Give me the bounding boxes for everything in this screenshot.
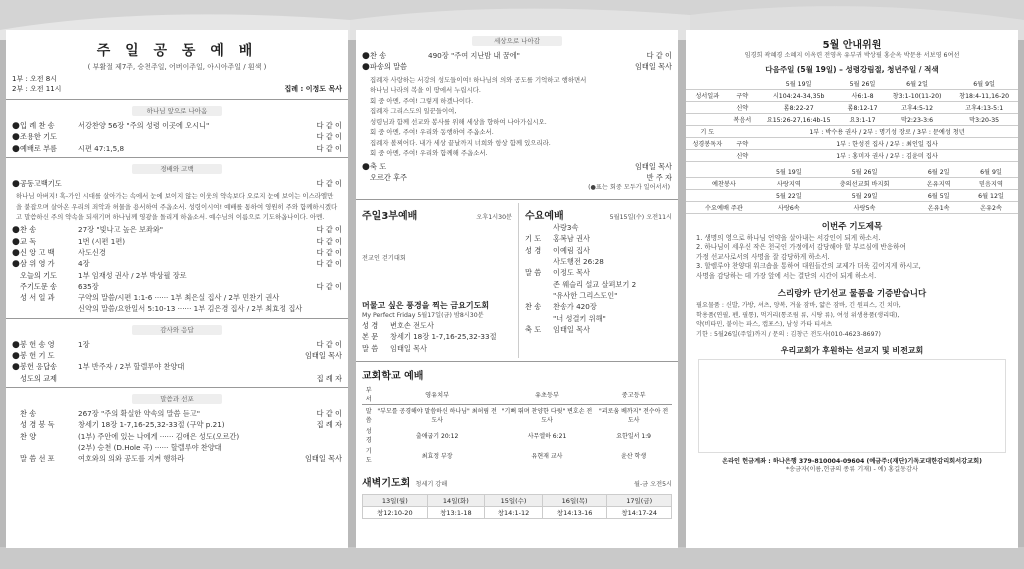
date-header: 5월 26일 xyxy=(841,78,884,90)
edu-cell: 말씀 xyxy=(365,408,372,425)
service-cell: 5월 29일 xyxy=(816,189,914,201)
order-person: 다 같 이 xyxy=(316,143,342,153)
order-person: 임태일 목사 xyxy=(304,454,342,464)
order-label: 입 례 찬 송 xyxy=(20,121,55,130)
order-person: 다 같 이 xyxy=(316,259,342,269)
relief-item: 기한 : 5월26일(주일)까지 / 문의 : 김창근 전도사(010-4623-8697) xyxy=(696,330,881,338)
edu-table xyxy=(362,384,672,465)
sending-line: 회 중 아멘, 주여! 그렇게 하겠나이다. xyxy=(370,96,474,105)
friday-title: 머물고 싶은 풍경을 찍는 금요기도회 xyxy=(362,300,490,310)
order-person: 임태일 목사 xyxy=(304,351,342,361)
edu-cell: "기뻐 뛰며 찬양한 다윗" 변호손 전도사 xyxy=(501,408,593,425)
lection-cell xyxy=(729,125,757,137)
order-label: 봉헌 응답송 xyxy=(20,362,58,372)
order-label: 성도의 교제 xyxy=(20,373,58,383)
order-detail: 창세기 18장 1-7,16-25,32-33절 (구약 p.21) xyxy=(78,420,225,430)
edu-header: 중고등부 xyxy=(595,384,672,405)
order-row xyxy=(12,303,342,314)
bullet: ● xyxy=(12,225,20,236)
bottom-bar xyxy=(0,547,1024,569)
relief-item: 필요물품 : 신발, 가방, 셔츠, 양복, 겨울 잠바, 얇은 잠바, 긴 원피스, 긴 치마, xyxy=(696,302,901,309)
worship-order-panel xyxy=(6,30,348,548)
order-detail: 시편 47:1,5,8 xyxy=(78,143,125,153)
info-row xyxy=(525,324,672,335)
service-cell: 사랑6속 xyxy=(762,201,816,213)
service-info-panel xyxy=(356,30,678,548)
lection-cell: 창18:4-11,16-20 xyxy=(950,89,1018,101)
lection-cell: 롬8:12-17 xyxy=(841,101,884,113)
order-row xyxy=(362,61,672,72)
service-table xyxy=(686,166,1018,214)
lection-cell: 고후4:5-12 xyxy=(884,101,950,113)
sending-line: 회 중 아멘, 주여! 우리와 함께해 주옵소서. xyxy=(370,149,488,158)
info-label: 기 도 xyxy=(525,234,542,244)
info-row xyxy=(525,222,672,233)
page-subtitle: ( 부활절 제7주, 승천주일, 어버이주일, 아시아주일 / 흰색 ) xyxy=(87,63,267,71)
bullet: ● xyxy=(12,132,20,143)
order-detail: 구약의 말씀/시편 1:1-6 ······ 1부 최은실 집사 / 2부 민찬기 권사 xyxy=(78,293,280,303)
info-label: 축 도 xyxy=(525,324,542,334)
lection-cell: 막3:20-35 xyxy=(950,113,1018,125)
info-row xyxy=(525,301,672,312)
service-date: 6월 2일 xyxy=(913,166,964,178)
order-row xyxy=(362,161,672,172)
service-cell: 6월 12일 xyxy=(964,189,1018,201)
lection-cell: 신약 xyxy=(729,101,757,113)
order-detail: 여호와의 의와 공도를 지켜 행하라 xyxy=(78,454,185,464)
order-person: 다 같 이 xyxy=(316,339,342,349)
page-title: 주 일 공 동 예 배 xyxy=(96,43,258,59)
info-value: 사랑3속 xyxy=(553,223,579,233)
wednesday-time: 5월15일(수) 오전11시 xyxy=(609,213,672,221)
service-cell: 온유지역 xyxy=(913,177,964,189)
lection-cell: 복음서 xyxy=(729,113,757,125)
order-row xyxy=(12,292,342,303)
order-person: 다 같 이 xyxy=(646,51,672,60)
info-row xyxy=(525,267,672,278)
order-detail: 4장 xyxy=(78,259,90,269)
lection-cell: 기 도 xyxy=(686,125,729,137)
order-detail: 1장 xyxy=(78,339,90,349)
lection-cell: 구약 xyxy=(729,137,757,149)
order-row xyxy=(12,178,342,189)
date-header: 6월 2일 xyxy=(884,78,950,90)
section-label: 세상으로 나아감 xyxy=(472,36,562,46)
relief-item: 약(비타민, 붙이는 파스, 캡포스), 남성 카타 티셔츠 xyxy=(696,321,833,328)
dawn-cell: 창14:13-16 xyxy=(542,507,607,519)
dawn-time: 월-금 오전5시 xyxy=(633,481,672,489)
order-row xyxy=(12,350,342,361)
info-row xyxy=(525,279,672,290)
order-label: 찬 송 xyxy=(20,408,37,418)
bullet: ● xyxy=(12,178,20,189)
lection-cell: 성서일과 xyxy=(686,89,729,101)
service-cell: 온유1속 xyxy=(913,201,964,213)
info-value: 홍복남 권사 xyxy=(553,234,591,244)
info-value: 변호손 전도사 xyxy=(390,321,434,331)
order-detail: (1부) 주안에 있는 나에게 ······ 김애은 성도(오르간) xyxy=(78,431,240,441)
info-value: 찬송가 420장 xyxy=(553,302,597,312)
order-label: 성 서 일 과 xyxy=(20,293,55,303)
order-label: 말 씀 선 포 xyxy=(20,454,55,464)
order-person: 집 례 자 xyxy=(316,420,342,430)
sending-line: 하나님 나라의 복을 이 땅에서 누립시다. xyxy=(370,86,481,95)
sending-dialogue xyxy=(356,73,678,161)
wednesday-title: 수요예배 xyxy=(525,210,564,222)
dawn-cell: 창14:1-12 xyxy=(485,507,543,519)
lectionary-table xyxy=(686,78,1018,162)
order-row xyxy=(12,431,342,442)
service-date: 5월 19일 xyxy=(762,166,816,178)
bullet: ● xyxy=(12,248,20,258)
dawn-cell: 16일(목) xyxy=(542,495,607,507)
order-person: 다 같 이 xyxy=(316,248,342,257)
edu-title: 교회학교 예배 xyxy=(362,371,424,383)
bullet: ● xyxy=(362,62,370,73)
lection-cell xyxy=(686,101,729,113)
order-detail: 27장 "빛나고 높은 보좌와" xyxy=(78,225,164,235)
order-person: 다 같 이 xyxy=(316,408,342,418)
service-times xyxy=(6,72,348,96)
edu-header: 유초등부 xyxy=(499,384,595,405)
time-1: 1부 : 오전 8시 xyxy=(12,75,57,83)
info-label: 찬 송 xyxy=(525,302,542,312)
dawn-cell: 창12:10-20 xyxy=(363,507,428,519)
dawn-sub: 청세기 강해 xyxy=(415,481,448,489)
order-label: 찬 송 xyxy=(370,51,387,60)
service-cell: 예찬봉사 xyxy=(686,177,762,189)
sending-line: 집례자 그리스도의 일꾼들이여, xyxy=(370,107,457,116)
info-value: 임태일 목사 xyxy=(553,324,591,334)
order-person: 다 같 이 xyxy=(316,225,342,235)
lection-cell: 성경봉독자 xyxy=(686,137,729,149)
order-detail: 635장 xyxy=(78,281,99,291)
section-label: 하나님 앞으로 나아옴 xyxy=(132,106,222,116)
dawn-cell: 창13:1-18 xyxy=(427,507,485,519)
service-cell xyxy=(686,189,762,201)
prayer-item: 1. 생명의 영으로 하나님 언약을 살아내는 서강인이 되게 하소서. xyxy=(696,233,881,242)
offering-account: 온라인 헌금계좌 : 하나은행 379-810004-09604 (예금주:(재단)기독교대한감리회서강교회) xyxy=(722,458,982,465)
order-person: 다 같 이 xyxy=(316,132,342,142)
info-value: 이정도 목사 xyxy=(553,268,591,278)
info-label: 성 경 xyxy=(362,321,379,331)
info-row xyxy=(525,313,672,324)
order-person: 임태일 목사 xyxy=(634,62,672,72)
dawn-title: 새벽기도회 xyxy=(362,478,411,490)
edu-cell: 기도 xyxy=(365,448,372,465)
edu-cell: 윤산 학생 xyxy=(621,452,647,460)
usher-title: 5월 안내위원 xyxy=(822,40,882,51)
order-row xyxy=(12,281,342,292)
date-header: 6월 9일 xyxy=(950,78,1018,90)
order-detail: 1부 반주자 / 2부 할렐루야 찬양대 xyxy=(78,362,185,372)
leader: 집례 : 이정도 목사 xyxy=(284,85,342,93)
order-row xyxy=(12,373,342,384)
mission-title: 우리교회가 후원하는 선교지 및 비전교회 xyxy=(780,346,924,355)
edu-cell: 최효정 부장 xyxy=(421,452,453,460)
order-label: 찬 양 xyxy=(20,431,37,441)
lection-cell: 요3:1-17 xyxy=(841,113,884,125)
info-value: "너 성결키 위해" xyxy=(553,313,606,323)
order-label: 봉 헌 송 영 xyxy=(20,339,55,349)
service3-time: 오후1시30분 xyxy=(476,213,512,221)
order-row xyxy=(12,419,342,430)
order-row xyxy=(12,224,342,235)
order-row xyxy=(362,172,672,183)
edu-cell: 유현재 교사 xyxy=(531,452,563,460)
order-row xyxy=(12,258,342,269)
lection-cell xyxy=(686,149,729,161)
order-detail: 490장 "주여 지난밤 내 꿈에" xyxy=(428,51,520,60)
info-value: 창세기 18장 1-7,16-25,32-33절 xyxy=(390,332,497,342)
prayer-item: 가정 선교사로서의 사명을 잘 감당하게 하소서. xyxy=(696,252,830,261)
order-label: 주기도문 송 xyxy=(20,281,58,291)
date-header: 5월 19일 xyxy=(756,78,841,90)
edu-cell: 요한일서 1:9 xyxy=(616,432,651,440)
bullet: ● xyxy=(12,236,20,247)
lection-cell: 1부 : 홍미자 권사 / 2부 : 김윤미 집사 xyxy=(756,149,1018,161)
order-label: 교 독 xyxy=(20,236,37,246)
service3-note: 전교인 걷기대회 xyxy=(362,255,406,263)
lection-cell: 1부 : 한성진 집사 / 2부 : 최인일 집사 xyxy=(756,137,1018,149)
order-person: 반 주 자 xyxy=(646,172,672,182)
order-row xyxy=(12,453,342,464)
dawn-table xyxy=(362,494,672,519)
relief-item: 학용품(연필, 펜, 필통), 먹거리(통조림 류, 시탕 류), 여성 위생용품(생리대), xyxy=(696,311,900,319)
edu-cell: "부모를 공경해야 말씀하신 하나님" 최허림 전도사 xyxy=(377,408,497,425)
order-detail: 서강찬양 56장 "주의 성령 이곳에 오시니" xyxy=(78,121,210,130)
order-label: 찬 송 xyxy=(20,225,37,235)
section-label: 말씀과 선포 xyxy=(132,394,222,404)
lection-cell: 창3:1-10(11-20) xyxy=(884,89,950,101)
usher-names: 임경희 곽혜경 소혜지 이옥련 전영옥 유부귀 박상필 홍순옥 박문용 서보영 6여선 xyxy=(744,52,960,59)
order-label: 오르간 후주 xyxy=(370,172,408,182)
section-label: 감사와 응답 xyxy=(132,325,222,335)
confession-prayer: 하나님 아버지! 혹-가인 시대를 살아가는 속에서 눈에 보이지 않는 이웃의 약속보다 오로지 눈에 보이는 이스라엘만을 붙잡으며 살아온 우리의 죄악과 허물을 용서하여 주옵소서. 성령이시여! 예배를 통하여 영원히 주와 함께하시겠다고 말씀하신 주의 약속을 되새기며 하나님께 영광을 돌리게 하옵소서. 예수님의 이름으로 기도하옵나이다. 아멘. xyxy=(16,192,338,221)
order-label: 성 경 봉 독 xyxy=(20,420,55,430)
mission-list-box xyxy=(698,359,1006,453)
order-label: 파송의 말씀 xyxy=(370,62,408,72)
order-person: 집 례 자 xyxy=(316,373,342,383)
dawn-cell: 17일(금) xyxy=(607,495,672,507)
service-date: 5월 26일 xyxy=(816,166,914,178)
order-label: 신 앙 고 백 xyxy=(20,248,55,257)
dawn-cell: 15일(수) xyxy=(485,495,543,507)
info-row xyxy=(525,290,672,301)
order-person: 다 같 이 xyxy=(316,178,342,188)
order-person: 다 같 이 xyxy=(316,121,342,130)
info-value: "유사한 그리스도인" xyxy=(553,290,618,300)
prayer-item: 3. 할렐루야 찬양대 워크숍을 통하여 대원들간의 교제가 더욱 깊어지게 하시고, xyxy=(696,262,921,270)
info-row xyxy=(362,320,512,331)
service-cell: 6월 5일 xyxy=(913,189,964,201)
order-label: 삼 위 영 가 xyxy=(20,259,55,269)
service-cell: 온유2속 xyxy=(964,201,1018,213)
edu-cell: "괴로움 베까지" 전수아 전도사 xyxy=(599,408,669,425)
dawn-cell: 13일(월) xyxy=(363,495,428,507)
order-label: 축 도 xyxy=(370,161,387,171)
lection-cell: 시104:24-34,35b xyxy=(756,89,841,101)
edu-cell: 출애굽기 20:12 xyxy=(415,432,459,440)
info-row xyxy=(525,256,672,267)
info-row xyxy=(362,343,512,354)
bullet: ● xyxy=(12,121,20,131)
edu-cell: 사무엘하 6:21 xyxy=(527,432,567,440)
order-row xyxy=(12,270,342,281)
prayer-item: 2. 하나님이 세우신 작은 천국인 가정에서 감당해야 할 부르심에 반응하여 xyxy=(696,243,906,251)
bullet: ● xyxy=(362,51,370,61)
announcement-panel xyxy=(686,30,1018,548)
order-row xyxy=(12,247,342,258)
bullet: ● xyxy=(12,259,20,270)
order-detail: 사도신경 xyxy=(78,248,106,257)
info-label: 성 경 xyxy=(525,245,542,255)
bullet: ● xyxy=(12,362,20,373)
service-date: 6월 9일 xyxy=(964,166,1018,178)
bullet: ● xyxy=(12,339,20,350)
info-row xyxy=(525,233,672,244)
order-row xyxy=(12,120,342,131)
order-person: 다 같 이 xyxy=(316,236,342,246)
info-label: 말 씀 xyxy=(362,343,379,353)
order-detail: 신약의 말씀/요한일서 5:10-13 ······ 1부 김은경 집사 / 2부 최효정 집사 xyxy=(78,304,303,314)
sending-line: 집례자 볼찌어다. 내가 세상 끝날까지 너희와 항상 함께 있으리라. xyxy=(370,138,551,147)
next-sunday-title: 다음주일 (5월 19일) – 성령강림절, 청년주일 / 적색 xyxy=(765,64,939,74)
order-person: 임태일 목사 xyxy=(634,161,672,171)
lection-cell: 롬8:22-27 xyxy=(756,101,841,113)
info-row xyxy=(362,331,512,342)
standing-note: (●표는 회중 모두가 일어서서) xyxy=(588,184,670,192)
order-label: 봉 헌 기 도 xyxy=(20,351,55,361)
lection-cell xyxy=(686,113,729,125)
order-detail: 267장 "주의 확실한 약속의 말씀 듣고" xyxy=(78,408,201,418)
service-cell: 사랑5속 xyxy=(816,201,914,213)
lection-cell: 1부 : 박수용 권사 / 2부 : 명기성 장로 / 3부 : 문예성 청년 xyxy=(756,125,1018,137)
bullet: ● xyxy=(12,351,20,362)
sending-line: 회 중 아멘, 주여! 우리와 동행하여 주옵소서. xyxy=(370,128,494,137)
edu-header: 영유치부 xyxy=(375,384,498,405)
friday-sub: My Perfect Friday 5월17일(금) 밤8시30분 xyxy=(362,311,484,319)
info-label: 본 문 xyxy=(362,332,379,342)
time-2: 2부 : 오전 11시 xyxy=(12,85,62,93)
sending-line: 집례자 사랑하는 서강의 성도들이여! 하나님의 의와 공도를 기억하고 행하면서 xyxy=(370,75,587,84)
lection-cell: 요15:26-27,16:4b-15 xyxy=(756,113,841,125)
order-label: 공동고백기도 xyxy=(20,178,62,188)
dawn-cell: 14일(화) xyxy=(427,495,485,507)
order-row xyxy=(362,50,672,61)
info-value: 존 웨슬리 설교 살펴보기 2 xyxy=(553,279,637,289)
lection-cell: 막2:23-3:6 xyxy=(884,113,950,125)
relief-title: 스리랑카 단기선교 물품을 기증받습니다 xyxy=(777,289,927,299)
info-row xyxy=(525,245,672,256)
order-row xyxy=(12,236,342,247)
dawn-cell: 창14:17-24 xyxy=(607,507,672,519)
order-row xyxy=(12,408,342,419)
order-row xyxy=(12,143,342,154)
offering-note: *송금자(이름,헌금의 종류 기재) - 예) 홍길동감사 xyxy=(786,466,918,473)
service-cell: 사랑지역 xyxy=(762,177,816,189)
lection-cell: 신약 xyxy=(729,149,757,161)
order-detail: 1번 (시편 1편) xyxy=(78,236,126,246)
info-value: 사도행전 26:28 xyxy=(553,257,604,267)
service-cell: 수요예배 주관 xyxy=(686,201,762,213)
order-row xyxy=(12,361,342,372)
lection-cell: 사6:1-8 xyxy=(841,89,884,101)
bullet: ● xyxy=(362,161,370,172)
order-row xyxy=(12,339,342,350)
lection-cell: 고후4:13-5:1 xyxy=(950,101,1018,113)
info-label: 말 씀 xyxy=(525,268,542,278)
order-row xyxy=(12,442,342,453)
edu-cell: 성경 xyxy=(365,428,372,445)
lection-cell: 구약 xyxy=(729,89,757,101)
service3-title: 주일3부예배 xyxy=(362,210,418,222)
service-cell: 충의선교회 바지회 xyxy=(816,177,914,189)
order-person: 다 같 이 xyxy=(316,281,342,291)
service-cell: 믿음지역 xyxy=(964,177,1018,189)
prayer-item: 사명을 감당하는 데 가장 앞에 서는 결단의 시간이 되게 하소서. xyxy=(696,271,877,280)
order-label: 조용한 기도 xyxy=(20,132,58,142)
info-value: 이예림 집사 xyxy=(553,245,591,255)
prayer-title: 이번주 기도제목 xyxy=(821,221,883,232)
section-label: 경배와 고백 xyxy=(132,164,222,174)
bullet: ● xyxy=(12,143,20,154)
service-cell: 5월 22일 xyxy=(762,189,816,201)
sending-line: 성령님과 함께 선교와 봉사를 위해 세상을 향하여 나아가십시오. xyxy=(370,117,547,126)
order-detail: (2부) 승천 (D.Hole 곡) ······ 할렐루야 찬양대 xyxy=(78,442,222,452)
edu-header: 부서 xyxy=(362,384,375,405)
order-label: 오늘의 기도 xyxy=(20,270,58,280)
info-value: 임태일 목사 xyxy=(390,343,428,353)
order-label: 예배로 부름 xyxy=(20,143,58,153)
order-row xyxy=(12,131,342,142)
order-detail: 1부 임재성 권사 / 2부 박상필 장로 xyxy=(78,270,187,280)
